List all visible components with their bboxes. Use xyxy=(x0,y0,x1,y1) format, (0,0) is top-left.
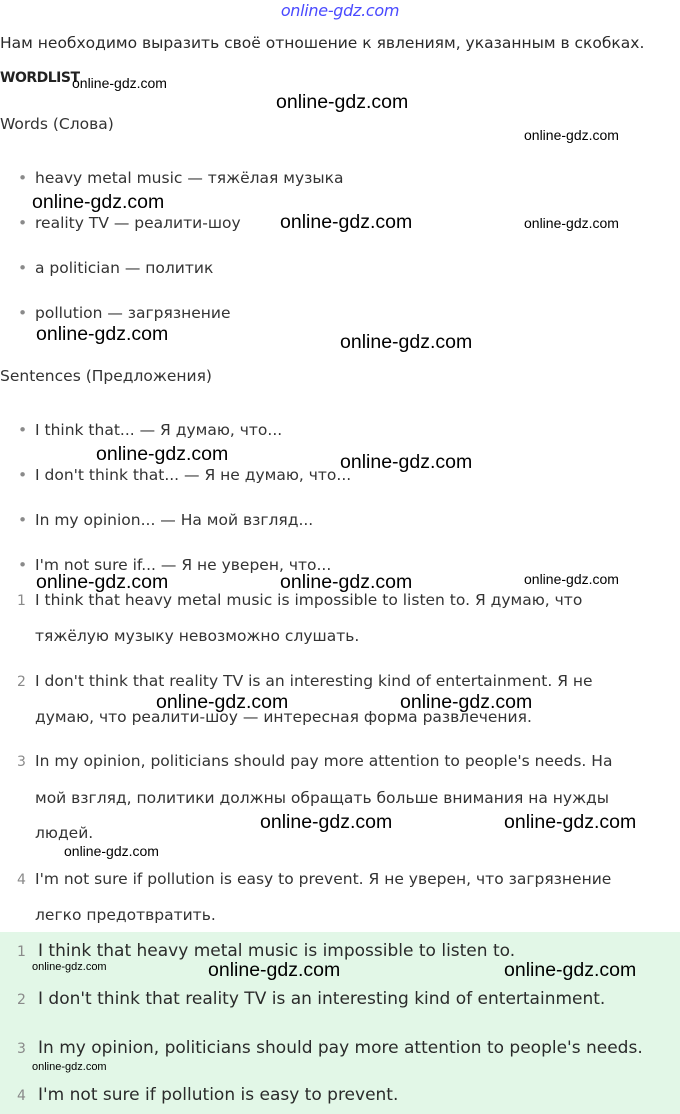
watermark: online-gdz.com xyxy=(260,811,393,833)
word-item xyxy=(18,169,343,187)
answer-number: 2 xyxy=(17,992,26,1008)
sentence-item xyxy=(18,421,282,439)
watermark: online-gdz.com xyxy=(32,191,165,213)
watermark: online-gdz.com xyxy=(32,961,107,973)
sentence-text: I'm not sure if... — Я не уверен, что... xyxy=(35,556,332,574)
bullet-icon: • xyxy=(18,511,28,529)
watermark: online-gdz.com xyxy=(156,691,289,713)
example-line: людей. xyxy=(35,824,94,842)
word-text: pollution — загрязнение xyxy=(35,304,231,322)
example-item xyxy=(17,870,611,888)
bullet-icon: • xyxy=(18,259,28,277)
example-line: мой взгляд, политики должны обращать больше внимания на нужды xyxy=(35,789,610,807)
example-item xyxy=(17,672,593,690)
example-line: I don't think that reality TV is an interesting kind of entertainment. Я не xyxy=(35,672,593,690)
bullet-icon: • xyxy=(18,304,28,322)
answer-item xyxy=(17,941,515,961)
task-statement: Нам необходимо выразить своё отношение к явлениям, указанным в скобках. xyxy=(0,34,645,52)
sentence-item xyxy=(18,511,313,529)
sentence-text: I don't think that... — Я не думаю, что... xyxy=(35,466,352,484)
answer-text: I'm not sure if pollution is easy to prevent. xyxy=(38,1085,399,1105)
watermark: online-gdz.com xyxy=(524,571,619,587)
watermark: online-gdz.com xyxy=(36,571,169,593)
watermark: online-gdz.com xyxy=(524,127,619,143)
answer-number: 3 xyxy=(17,1041,26,1057)
example-number: 2 xyxy=(17,674,26,690)
example-line: I'm not sure if pollution is easy to prevent. Я не уверен, что загрязнение xyxy=(35,870,612,888)
word-text: reality TV — реалити-шоу xyxy=(35,214,241,232)
word-item xyxy=(18,259,213,277)
answer-item xyxy=(17,1085,398,1105)
site-title[interactable]: online-gdz.com xyxy=(280,1,400,20)
example-number: 3 xyxy=(17,754,26,770)
example-number: 4 xyxy=(17,872,26,888)
watermark: online-gdz.com xyxy=(64,843,159,859)
bullet-icon: • xyxy=(18,421,28,439)
answer-item xyxy=(17,1038,643,1058)
watermark: online-gdz.com xyxy=(32,1061,107,1073)
sentence-text: In my opinion... — На мой взгляд... xyxy=(35,511,314,529)
bullet-icon: • xyxy=(18,169,28,187)
watermark: online-gdz.com xyxy=(276,91,409,113)
watermark: online-gdz.com xyxy=(400,691,533,713)
example-line: легко предотвратить. xyxy=(35,906,216,924)
sentence-item xyxy=(18,466,351,484)
sentence-text: I think that... — Я думаю, что... xyxy=(35,421,283,439)
example-item xyxy=(17,752,612,770)
word-text: heavy metal music — тяжёлая музыка xyxy=(35,169,344,187)
answer-text: In my opinion, politicians should pay more attention to people's needs. xyxy=(38,1038,643,1058)
wordlist-heading: WORDLIST xyxy=(0,70,80,86)
sentences-title: Sentences (Предложения) xyxy=(0,367,212,385)
watermark: online-gdz.com xyxy=(280,571,413,593)
bullet-icon: • xyxy=(18,466,28,484)
watermark: online-gdz.com xyxy=(36,323,169,345)
example-line: думаю, что реалити-шоу — интересная форма развлечения. xyxy=(35,708,532,726)
words-title: Words (Слова) xyxy=(0,115,114,133)
watermark: online-gdz.com xyxy=(96,443,229,465)
answer-text: I don't think that reality TV is an interesting kind of entertainment. xyxy=(38,989,606,1009)
bullet-icon: • xyxy=(18,214,28,232)
watermark: online-gdz.com xyxy=(504,811,637,833)
watermark: online-gdz.com xyxy=(504,959,637,981)
watermark: online-gdz.com xyxy=(72,75,167,91)
example-number: 1 xyxy=(17,593,26,609)
watermark: online-gdz.com xyxy=(280,211,413,233)
answer-item xyxy=(17,989,605,1009)
answer-text: I think that heavy metal music is impossible to listen to. xyxy=(38,941,516,961)
watermark: online-gdz.com xyxy=(524,215,619,231)
watermark: online-gdz.com xyxy=(340,331,473,353)
example-line: I think that heavy metal music is impossible to listen to. Я думаю, что xyxy=(35,591,583,609)
answer-number: 1 xyxy=(17,944,26,960)
example-line: тяжёлую музыку невозможно слушать. xyxy=(35,627,360,645)
word-item xyxy=(18,214,241,232)
bullet-icon: • xyxy=(18,556,28,574)
watermark: online-gdz.com xyxy=(340,451,473,473)
word-item xyxy=(18,304,231,322)
example-line: In my opinion, politicians should pay more attention to people's needs. На xyxy=(35,752,613,770)
answer-number: 4 xyxy=(17,1088,26,1104)
word-text: a politician — политик xyxy=(35,259,214,277)
watermark: online-gdz.com xyxy=(208,959,341,981)
